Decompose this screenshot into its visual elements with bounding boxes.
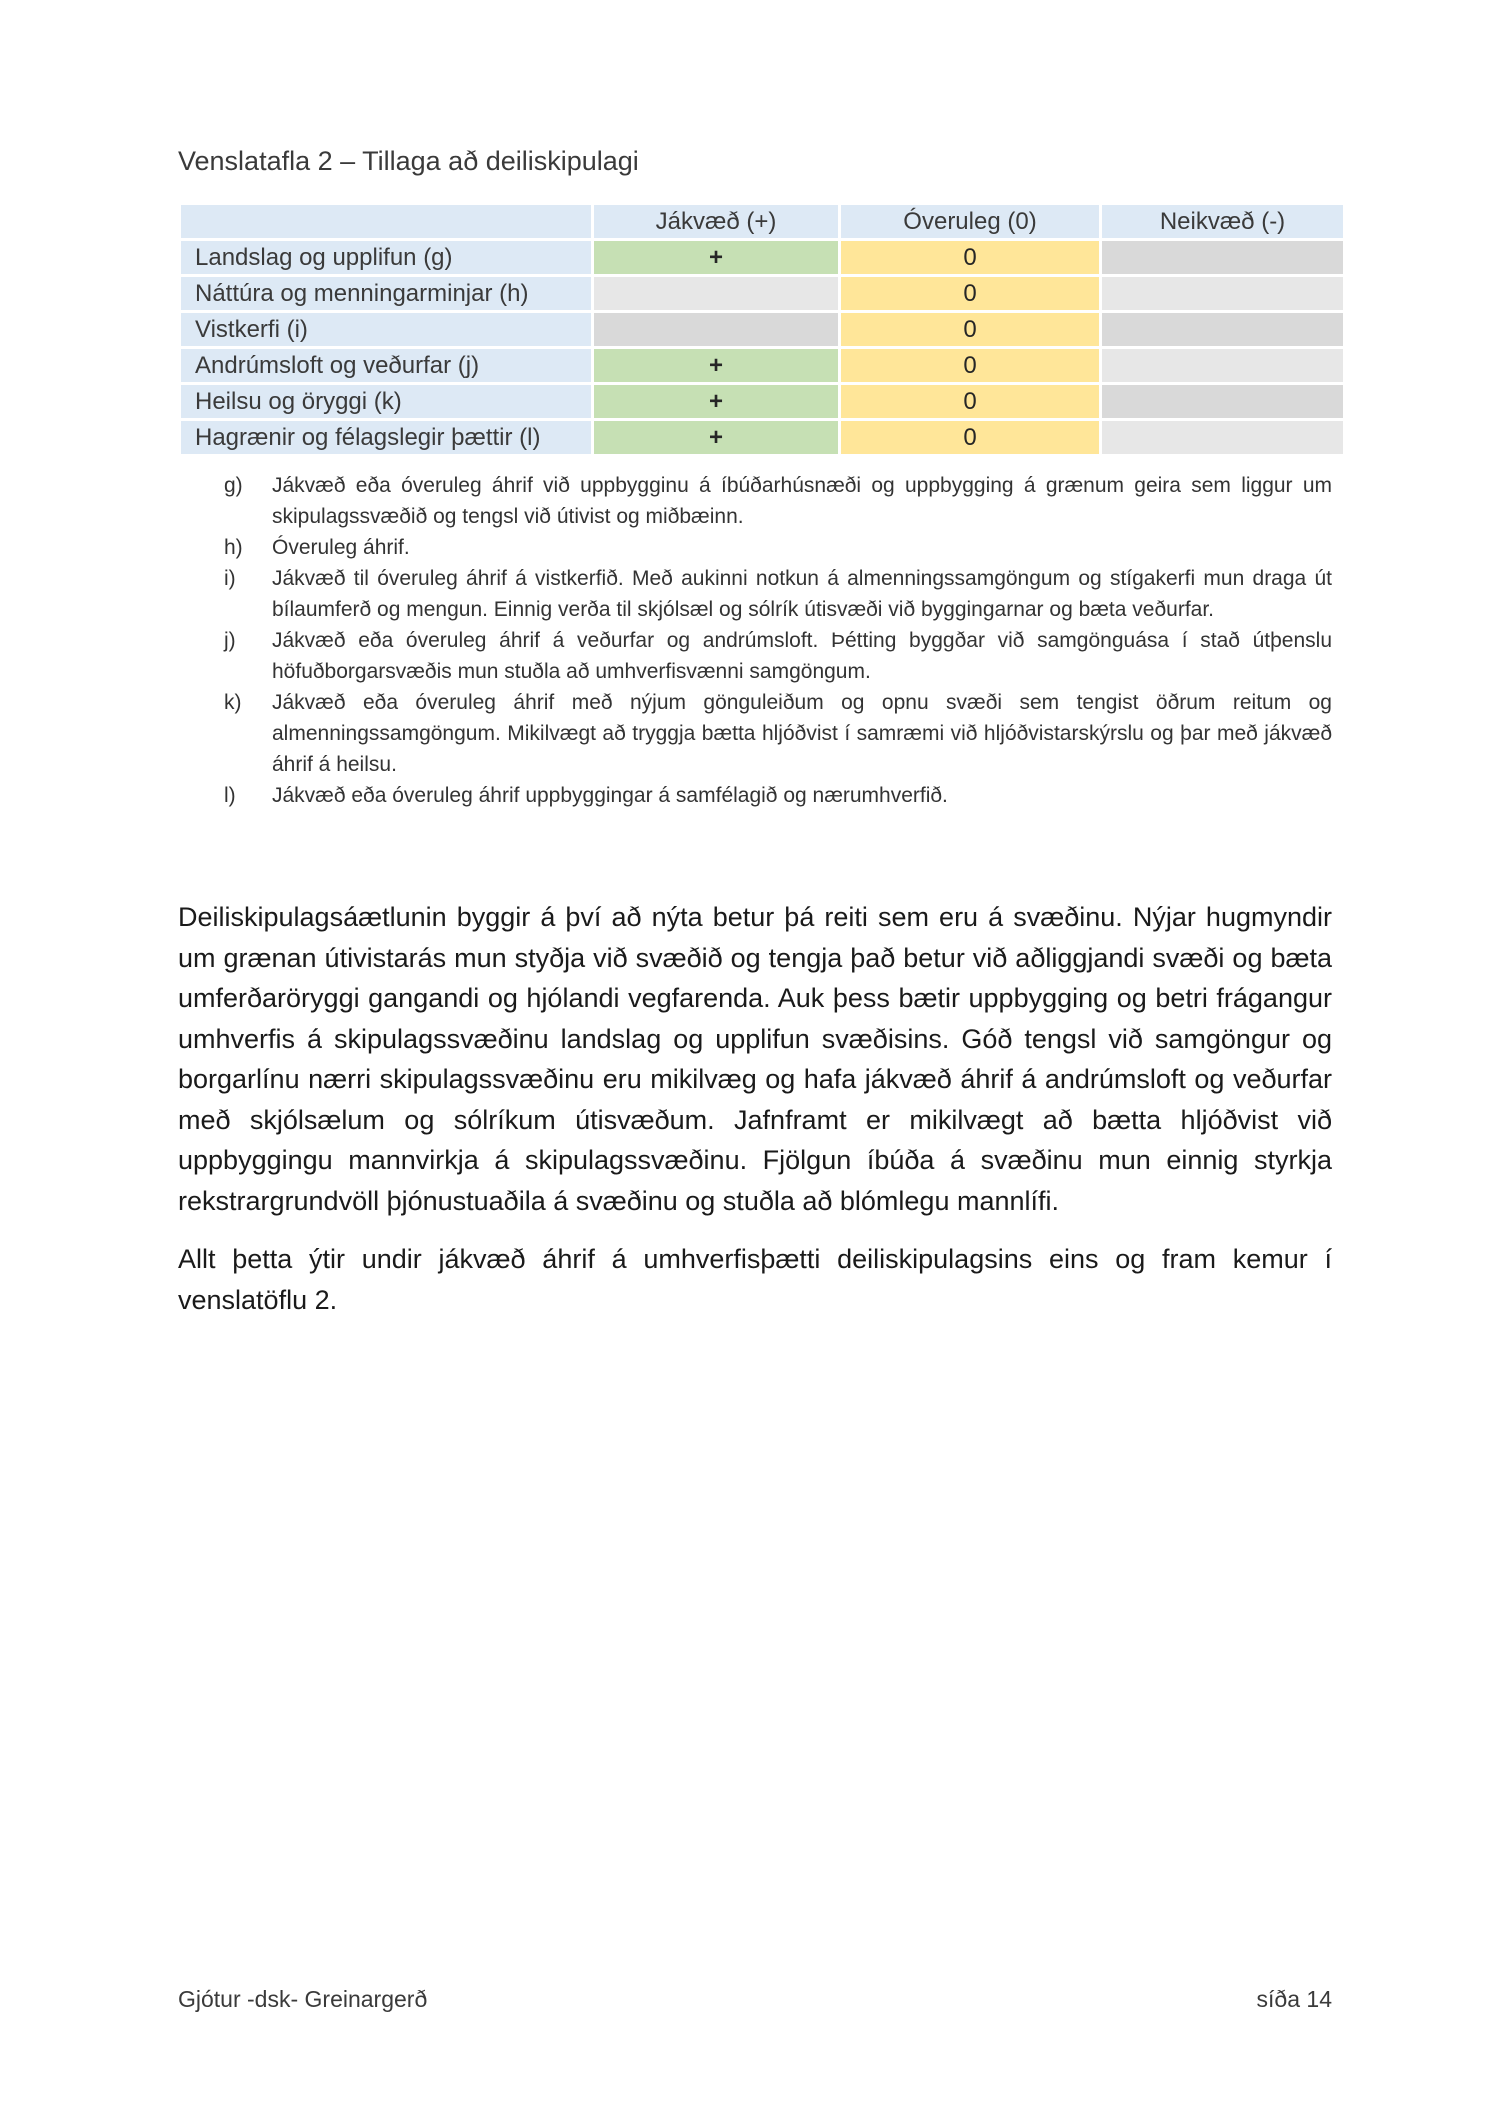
positive-cell: + (594, 421, 838, 454)
positive-cell (594, 277, 838, 310)
note-key: j) (224, 629, 236, 652)
row-label: Vistkerfi (i) (181, 313, 591, 346)
table-header-row (181, 205, 1343, 238)
negative-cell (1102, 385, 1343, 418)
note-item (178, 470, 1332, 532)
note-item (178, 532, 1332, 563)
positive-cell (594, 313, 838, 346)
neutral-cell: 0 (841, 313, 1099, 346)
note-key: i) (224, 567, 236, 590)
negative-cell (1102, 241, 1343, 274)
table-row (181, 421, 1343, 454)
row-label: Heilsu og öryggi (k) (181, 385, 591, 418)
note-item (178, 625, 1332, 687)
table-notes (178, 470, 1332, 811)
relations-table (178, 202, 1346, 457)
note-item (178, 780, 1332, 811)
note-key: h) (224, 536, 243, 559)
neutral-cell: 0 (841, 385, 1099, 418)
neutral-cell: 0 (841, 241, 1099, 274)
table-row (181, 241, 1343, 274)
row-label: Hagrænir og félagslegir þættir (l) (181, 421, 591, 454)
paragraph: Deiliskipulagsáætlunin byggir á því að nýta betur þá reiti sem eru á svæðinu. Nýjar hugmyndir um grænan útivistarás mun styðja við svæðið og tengja það betur við aðliggjandi svæði og bæta umferðaröryggi gangandi og hjólandi vegfarenda. Auk þess bætir uppbygging og betri frágangur umhverfis á skipulagssvæðinu landslag og upplifun svæðisins. Góð tengsl við samgöngur og borgarlínu nærri skipulagssvæðinu eru mikilvæg og hafa jákvæð áhrif á andrúmsloft og veðurfar með skjólsælum og sólríkum útisvæðum. Jafnframt er mikilvægt að bætta hljóðvist við uppbyggingu mannvirkja á skipulagssvæðinu. Fjölgun íbúða á svæðinu mun einnig styrkja rekstrargrundvöll þjónustuaðila á svæðinu og stuðla að blómlegu mannlífi. (178, 902, 1332, 1216)
note-text: Jákvæð eða óveruleg áhrif uppbyggingar á samfélagið og nærumhverfið. (272, 784, 948, 807)
footer-page-number: síða 14 (1256, 1986, 1332, 2012)
negative-cell (1102, 313, 1343, 346)
note-text: Jákvæð eða óveruleg áhrif við uppbygginu á íbúðarhúsnæði og uppbygging á grænum geira sem liggur um skipulagssvæðið og tengsl við útivist og miðbæinn. (272, 474, 1332, 528)
header-blank-cell (181, 205, 591, 238)
table-row (181, 277, 1343, 310)
note-text: Jákvæð til óveruleg áhrif á vistkerfið. Með aukinni notkun á almenningssamgöngum og stígakerfi mun draga út bílaumferð og mengun. Einnig verða til skjólsæl og sólrík útisvæði við byggingarnar og bæta veðurfar. (272, 567, 1332, 621)
header-positive: Jákvæð (+) (594, 205, 838, 238)
positive-cell: + (594, 349, 838, 382)
note-item (178, 563, 1332, 625)
body-text (178, 897, 1332, 1338)
footer-document-title: Gjótur -dsk- Greinargerð (178, 1986, 428, 2012)
table-caption: Venslatafla 2 – Tillaga að deiliskipulagi (178, 146, 639, 176)
note-item (178, 687, 1332, 780)
note-text: Jákvæð eða óveruleg áhrif með nýjum gönguleiðum og opnu svæði sem tengist öðrum reitum og almenningssamgöngum. Mikilvægt að tryggja bætta hljóðvist í samræmi við hljóðvistarskýrslu og þar með jákvæð áhrif á heilsu. (272, 691, 1332, 776)
table-row (181, 385, 1343, 418)
negative-cell (1102, 277, 1343, 310)
neutral-cell: 0 (841, 421, 1099, 454)
header-negative: Neikvæð (-) (1102, 205, 1343, 238)
neutral-cell: 0 (841, 349, 1099, 382)
positive-cell: + (594, 241, 838, 274)
row-label: Landslag og upplifun (g) (181, 241, 591, 274)
neutral-cell: 0 (841, 277, 1099, 310)
negative-cell (1102, 421, 1343, 454)
note-key: l) (224, 784, 236, 807)
negative-cell (1102, 349, 1343, 382)
table-row (181, 313, 1343, 346)
table-row (181, 349, 1343, 382)
note-key: g) (224, 474, 243, 497)
row-label: Andrúmsloft og veðurfar (j) (181, 349, 591, 382)
note-text: Jákvæð eða óveruleg áhrif á veðurfar og andrúmsloft. Þétting byggðar við samgönguása í stað útþenslu höfuðborgarsvæðis mun stuðla að umhverfisvænni samgöngum. (272, 629, 1332, 683)
note-key: k) (224, 691, 242, 714)
header-neutral: Óveruleg (0) (841, 205, 1099, 238)
row-label: Náttúra og menningarminjar (h) (181, 277, 591, 310)
note-text: Óveruleg áhrif. (272, 536, 410, 559)
paragraph: Allt þetta ýtir undir jákvæð áhrif á umhverfisþætti deiliskipulagsins eins og fram kemur í venslatöflu 2. (178, 1244, 1332, 1315)
positive-cell: + (594, 385, 838, 418)
